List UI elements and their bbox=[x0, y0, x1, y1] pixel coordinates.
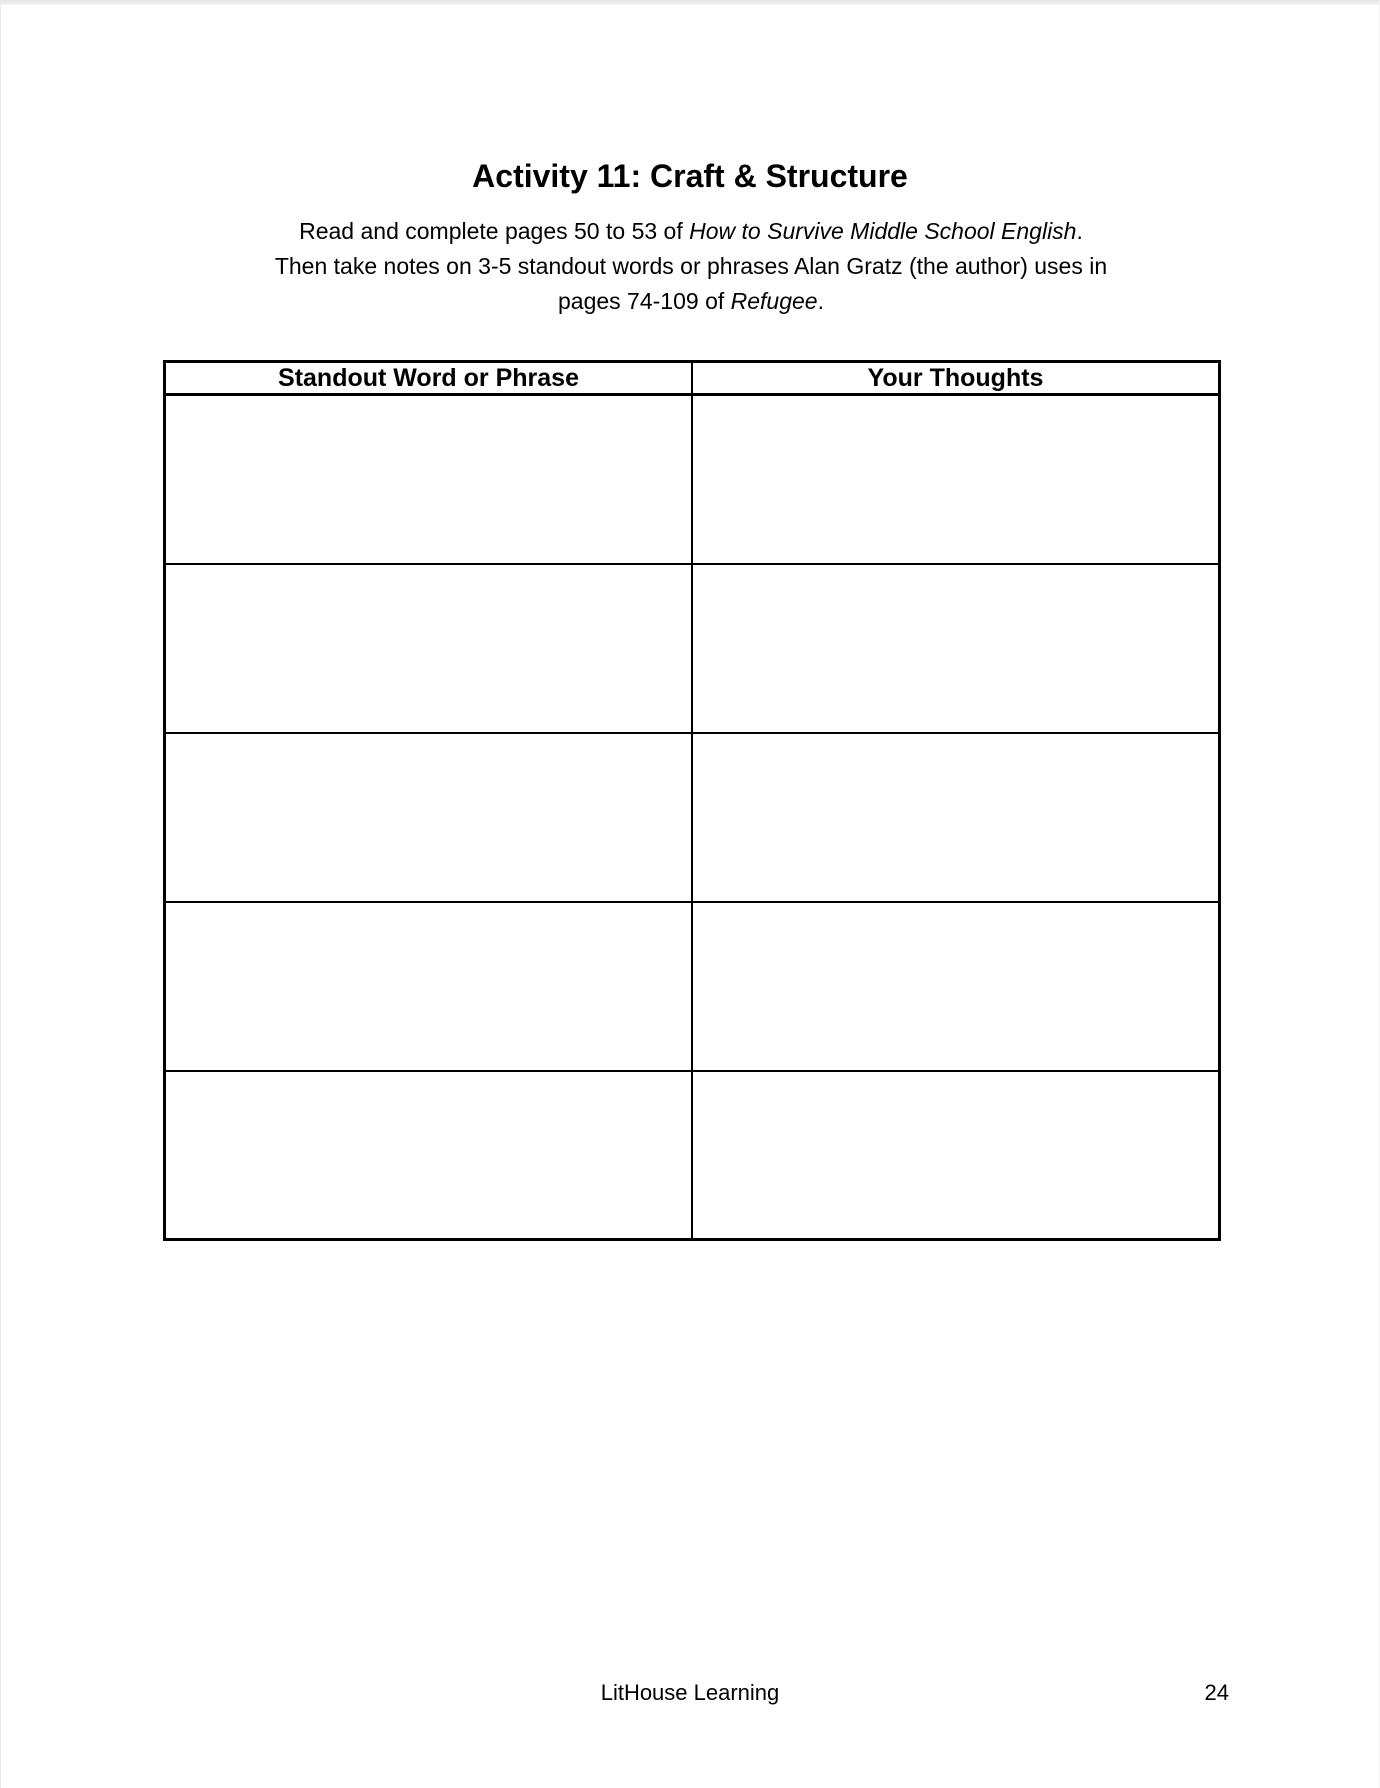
table-row bbox=[165, 564, 1220, 733]
table-header-standout-word: Standout Word or Phrase bbox=[165, 362, 693, 395]
instruction-line-1 bbox=[161, 214, 1221, 249]
table-row bbox=[165, 902, 1220, 1071]
footer-page-number: 24 bbox=[1204, 1680, 1229, 1705]
table-row bbox=[165, 733, 1220, 902]
table-header-your-thoughts: Your Thoughts bbox=[692, 362, 1220, 395]
book-title-italic-refugee: Refugee bbox=[730, 288, 818, 314]
instruction-line-3-text: pages 74-109 of bbox=[558, 288, 731, 314]
table-header-row bbox=[165, 362, 1220, 395]
page-footer bbox=[1, 1679, 1379, 1707]
instruction-line-3 bbox=[161, 284, 1221, 319]
table-cell-word-3 bbox=[165, 733, 693, 902]
book-title-italic: How to Survive Middle School English bbox=[689, 218, 1077, 244]
table-cell-thoughts-2 bbox=[692, 564, 1220, 733]
table-cell-thoughts-3 bbox=[692, 733, 1220, 902]
instruction-line-1-period: . bbox=[1076, 218, 1083, 244]
page-title: Activity 11: Craft & Structure bbox=[472, 158, 908, 194]
table-row bbox=[165, 1071, 1220, 1240]
table-cell-word-2 bbox=[165, 564, 693, 733]
table-cell-word-1 bbox=[165, 395, 693, 564]
table-cell-word-4 bbox=[165, 902, 693, 1071]
table-cell-word-5 bbox=[165, 1071, 693, 1240]
instruction-line-1-text: Read and complete pages 50 to 53 of bbox=[299, 218, 690, 244]
table-cell-thoughts-5 bbox=[692, 1071, 1220, 1240]
table-row bbox=[165, 395, 1220, 564]
instruction-line-3-period: . bbox=[817, 288, 824, 314]
instruction-line-2: Then take notes on 3-5 standout words or phrases Alan Gratz (the author) uses in bbox=[274, 253, 1108, 279]
table-cell-thoughts-4 bbox=[692, 902, 1220, 1071]
instructions bbox=[161, 214, 1221, 319]
page-top-edge-strip bbox=[1, 0, 1379, 5]
notes-table bbox=[163, 360, 1221, 1241]
table-cell-thoughts-1 bbox=[692, 395, 1220, 564]
footer-brand: LitHouse Learning bbox=[600, 1680, 780, 1705]
